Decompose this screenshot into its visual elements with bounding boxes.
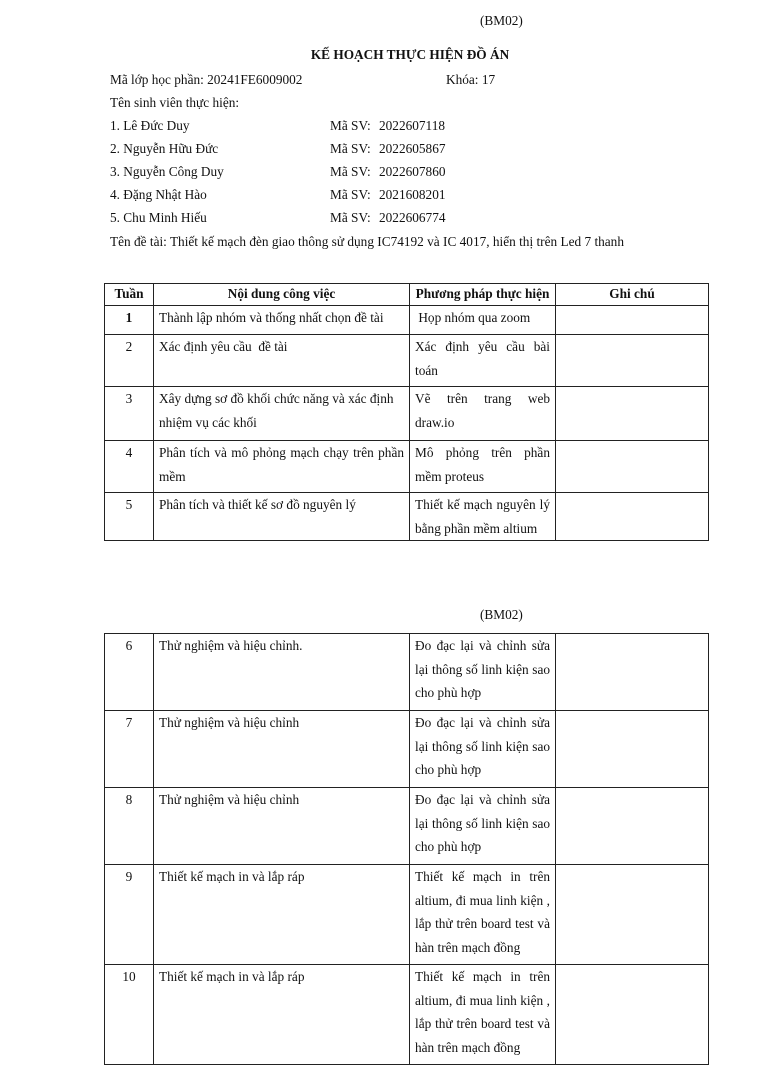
student-id-label: Mã SV: [330,118,371,133]
method-cell: Thiết kế mạch nguyên lý bằng phần mềm altium [410,493,556,541]
content-cell: Xác định yêu cầu đề tài [154,335,410,387]
header-method: Phương pháp thực hiện [410,284,556,306]
table-row [105,865,709,965]
note-cell [556,865,709,965]
form-code: (BM02) [480,13,523,28]
student-name: 3. Nguyễn Công Duy [110,164,224,179]
content-cell: Thiết kế mạch in và lắp ráp [154,865,410,965]
student-id: 2022607860 [379,164,446,179]
student-id-label: Mã SV: [330,187,371,202]
note-cell [556,335,709,387]
student-id: 2021608201 [379,187,446,202]
note-cell [556,634,709,711]
students-heading: Tên sinh viên thực hiện: [110,95,240,110]
student-name: 2. Nguyễn Hữu Đức [110,141,219,156]
method-cell: Xác định yêu cầu bài toán [410,335,556,387]
header-week: Tuần [105,284,154,306]
table-row [105,965,709,1065]
student-id: 2022605867 [379,141,446,156]
content-cell: Phân tích và thiết kế sơ đồ nguyên lý [154,493,410,541]
student-id: 2022606774 [379,210,446,225]
header-content: Nội dung công việc [154,284,410,306]
method-cell: Vẽ trên trang web draw.io [410,387,556,441]
table-row [105,788,709,865]
note-cell [556,387,709,441]
method-cell: Đo đạc lại và chỉnh sửa lại thông số linh kiện sao cho phù hợp [410,711,556,788]
content-cell: Thiết kế mạch in và lắp ráp [154,965,410,1065]
table-row [105,711,709,788]
content-cell: Xây dựng sơ đồ khối chức năng và xác định nhiệm vụ các khối [154,387,410,441]
header-note: Ghi chú [556,284,709,306]
week-cell: 5 [105,493,154,541]
plan-table-2 [104,633,709,1065]
form-code-page-2: (BM02) [480,607,523,622]
content-cell: Thử nghiệm và hiệu chỉnh. [154,634,410,711]
table-row [105,387,709,441]
content-cell: Phân tích và mô phỏng mạch chạy trên phần mềm [154,441,410,493]
week-cell: 6 [105,634,154,711]
student-id-label: Mã SV: [330,164,371,179]
table-row [105,335,709,387]
method-cell: Mô phỏng trên phần mềm proteus [410,441,556,493]
method-cell: Thiết kế mạch in trên altium, đi mua linh kiện , lắp thử trên board test và hàn trên mạch đồng [410,965,556,1065]
student-id-label: Mã SV: [330,141,371,156]
week-cell: 9 [105,865,154,965]
week-cell: 4 [105,441,154,493]
week-cell: 1 [105,306,154,335]
table-header-row [105,284,709,306]
note-cell [556,788,709,865]
document-title: KẾ HOẠCH THỰC HIỆN ĐỒ ÁN [310,47,510,62]
week-cell: 7 [105,711,154,788]
plan-table-1 [104,283,709,541]
student-name: 1. Lê Đức Duy [110,118,190,133]
table-row [105,441,709,493]
course-label: Khóa: 17 [446,72,496,87]
class-code: Mã lớp học phần: 20241FE6009002 [110,72,303,87]
method-cell: Đo đạc lại và chỉnh sửa lại thông số linh kiện sao cho phù hợp [410,788,556,865]
note-cell [556,711,709,788]
content-cell: Thành lập nhóm và thống nhất chọn đề tài [154,306,410,335]
method-cell: Họp nhóm qua zoom [410,306,556,335]
note-cell [556,306,709,335]
student-id: 2022607118 [379,118,445,133]
content-cell: Thử nghiệm và hiệu chỉnh [154,788,410,865]
week-cell: 8 [105,788,154,865]
week-cell: 3 [105,387,154,441]
week-cell: 10 [105,965,154,1065]
method-cell: Thiết kế mạch in trên altium, đi mua linh kiện , lắp thử trên board test và hàn trên mạch đồng [410,865,556,965]
project-topic: Tên đề tài: Thiết kế mạch đèn giao thông sử dụng IC74192 và IC 4017, hiển thị trên Led 7 thanh [110,234,624,249]
table-row [105,493,709,541]
note-cell [556,493,709,541]
table-row [105,634,709,711]
student-name: 4. Đặng Nhật Hào [110,187,207,202]
content-cell: Thử nghiệm và hiệu chỉnh [154,711,410,788]
student-name: 5. Chu Minh Hiếu [110,210,207,225]
week-cell: 2 [105,335,154,387]
note-cell [556,441,709,493]
student-id-label: Mã SV: [330,210,371,225]
note-cell [556,965,709,1065]
method-cell: Đo đạc lại và chỉnh sửa lại thông số linh kiện sao cho phù hợp [410,634,556,711]
table-row [105,306,709,335]
